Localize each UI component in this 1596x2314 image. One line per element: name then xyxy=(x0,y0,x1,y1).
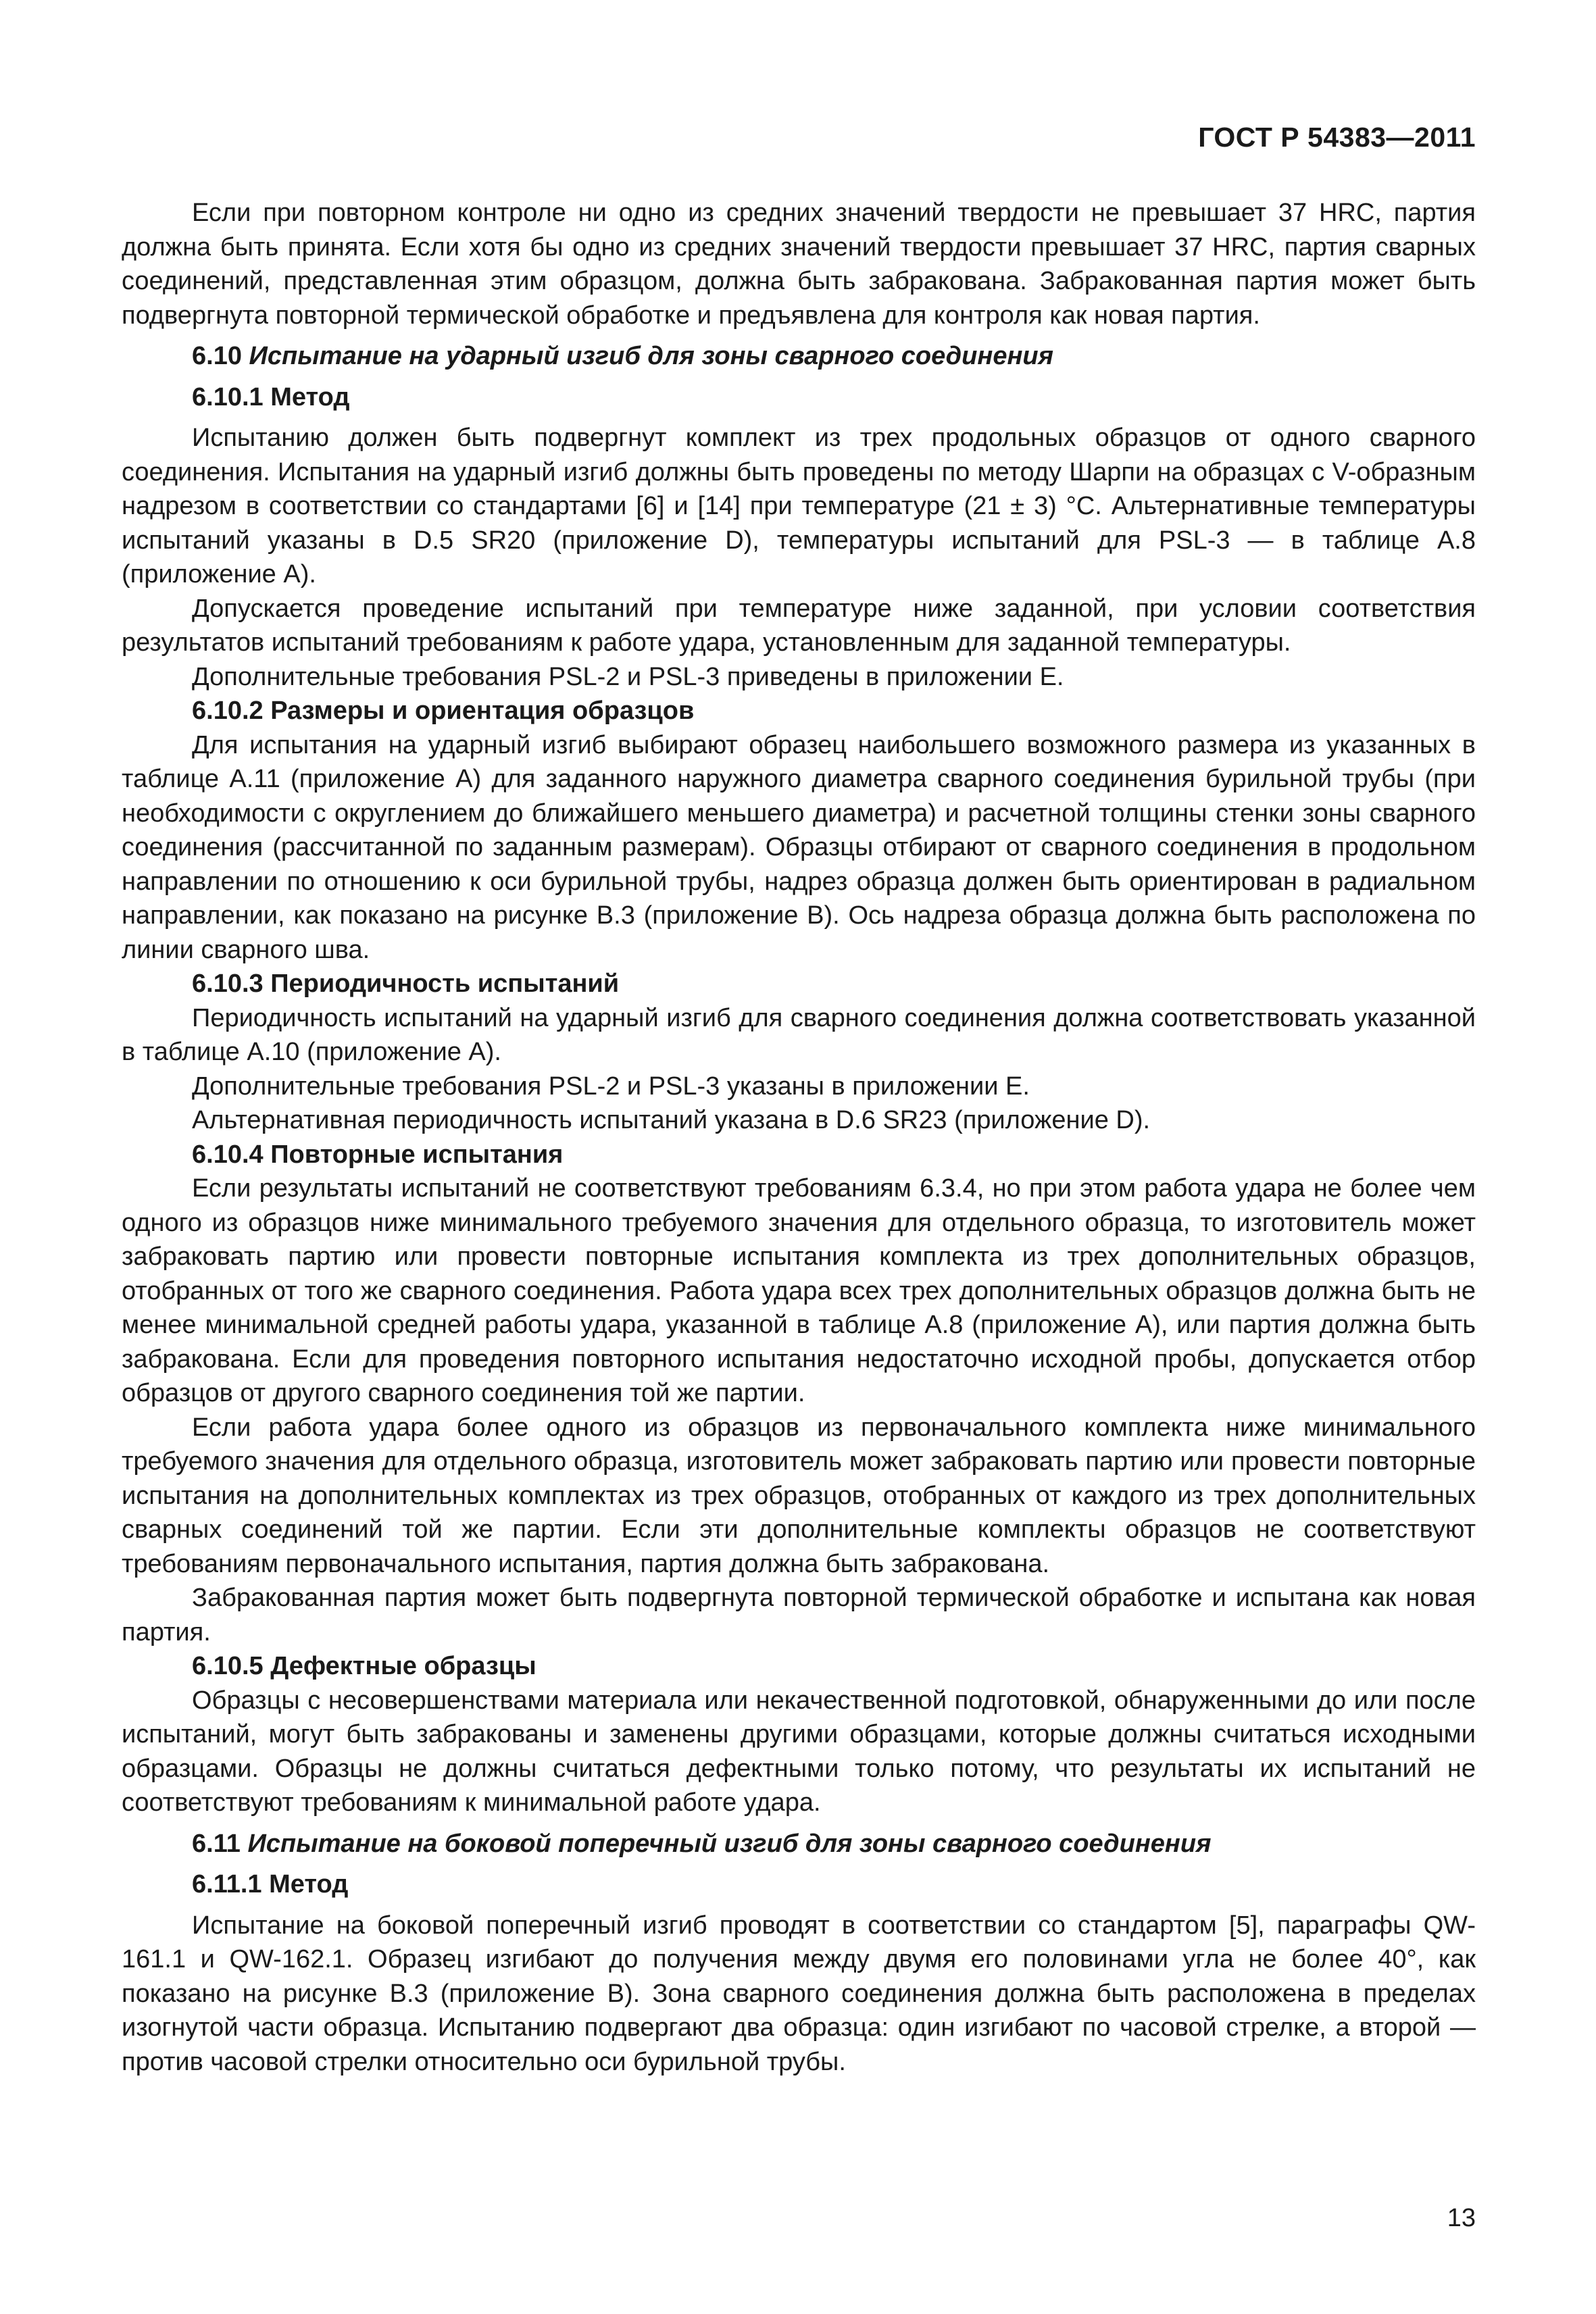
document-header: ГОСТ Р 54383—2011 xyxy=(1198,122,1476,153)
document-body xyxy=(122,196,1476,2079)
section-title: Испытание на боковой поперечный изгиб для зоны сварного соединения xyxy=(247,1829,1212,1858)
paragraph: Если работа удара более одного из образцов из первоначального комплекта ниже минимального требуемого значения для отдельного образца, изготовитель может забраковать партию или провести повторные испытания на дополнительных комплектах из трех образцов, отобранных от каждого из трех дополнительных сварных соединений той же партии. Если эти дополнительные комплекты образцов не соответствуют требованиям первоначального испытания, партия должна быть забракована. xyxy=(122,1413,1476,1578)
section-heading xyxy=(122,339,1476,374)
subsection-heading: 6.10.5 Дефектные образцы xyxy=(192,1652,537,1680)
paragraph: Дополнительные требования PSL-2 и PSL-3 указаны в приложении Е. xyxy=(192,1072,1030,1101)
paragraph: Если при повторном контроле ни одно из средних значений твердости не превышает 37 HRC, партия должна быть принята. Если хотя бы одно из средних значений твердости превышает 37 HRC, партия сварных соединений, представленная этим образцом, должна быть забракована. Забракованная партия может быть подвергнута повторной термической обработке и предъявлена для контроля как новая партия. xyxy=(122,199,1476,330)
subsection-heading: 6.10.1 Метод xyxy=(192,382,350,411)
page-number: 13 xyxy=(1447,2204,1476,2232)
section-number: 6.10 xyxy=(192,342,242,370)
section-title: Испытание на ударный изгиб для зоны сварного соединения xyxy=(249,342,1053,370)
paragraph: Допускается проведение испытаний при температуре ниже заданной, при условии соответствия результатов испытаний требованиям к работе удара, установленным для заданной температуры. xyxy=(122,594,1476,657)
section-heading xyxy=(122,1827,1476,1861)
paragraph: Альтернативная периодичность испытаний указана в D.6 SR23 (приложение D). xyxy=(192,1106,1151,1134)
section-number: 6.11 xyxy=(192,1829,241,1858)
paragraph: Испытанию должен быть подвергнут комплект из трех продольных образцов от одного сварного соединения. Испытания на ударный изгиб должны быть проведены по методу Шарпи на образцах с V-образным надрезом в соответствии со стандартами [6] и [14] при температуре (21 ± 3) °С. Альтернативные температуры испытаний указаны в D.5 SR20 (приложение D), температуры испытаний для PSL-3 — в таблице А.8 (приложение А). xyxy=(122,424,1476,588)
paragraph: Дополнительные требования PSL-2 и PSL-3 приведены в приложении Е. xyxy=(192,662,1064,691)
subsection-heading: 6.11.1 Метод xyxy=(192,1870,349,1898)
paragraph: Испытание на боковой поперечный изгиб проводят в соответствии со стандартом [5], параграфы QW-161.1 и QW-162.1. Образец изгибают до получения между двумя его половинами угла не более 40°, как показано на рисунке В.3 (приложение В). Зона сварного соединения должна быть расположена в пределах изогнутой части образца. Испытанию подвергают два образца: один изгибают по часовой стрелке, а второй — против часовой стрелки относительно оси бурильной трубы. xyxy=(122,1911,1476,2076)
subsection-heading: 6.10.2 Размеры и ориентация образцов xyxy=(192,697,695,725)
paragraph: Забракованная партия может быть подвергнута повторной термической обработке и испытана как новая партия. xyxy=(122,1584,1476,1646)
subsection-heading: 6.10.4 Повторные испытания xyxy=(192,1140,564,1169)
paragraph: Если результаты испытаний не соответствуют требованиям 6.3.4, но при этом работа удара не более чем одного из образцов ниже минимального требуемого значения для отдельного образца, то изготовитель может забраковать партию или провести повторные испытания комплекта из трех дополнительных образцов, отобранных от того же сварного соединения. Работа удара всех трех дополнительных образцов должна быть не менее минимальной средней работы удара, указанной в таблице А.8 (приложение А), или партия должна быть забракована. Если для проведения повторного испытания недостаточно исходной пробы, допускается отбор образцов от другого сварного соединения той же партии. xyxy=(122,1174,1476,1407)
paragraph: Периодичность испытаний на ударный изгиб для сварного соединения должна соответствовать указанной в таблице А.10 (приложение А). xyxy=(122,1003,1476,1066)
paragraph: Образцы с несовершенствами материала или некачественной подготовкой, обнаруженными до или после испытаний, могут быть забракованы и заменены другими образцами, которые должны считаться исходными образцами. Образцы не должны считаться дефектными только потому, что результаты их испытаний не соответствуют требованиям к минимальной работе удара. xyxy=(122,1686,1476,1817)
subsection-heading: 6.10.3 Периодичность испытаний xyxy=(192,970,620,998)
paragraph: Для испытания на ударный изгиб выбирают образец наибольшего возможного размера из указанных в таблице А.11 (приложение А) для заданного наружного диаметра сварного соединения бурильной трубы (при необходимости с округлением до ближайшего меньшего диаметра) и расчетной толщины стенки зоны сварного соединения (рассчитанной по заданным размерам). Образцы отбирают от сварного соединения в продольном направлении по отношению к оси бурильной трубы, надрез образца должен быть ориентирован в радиальном направлении, как показано на рисунке В.3 (приложение В). Ось надреза образца должна быть расположена по линии сварного шва. xyxy=(122,730,1476,964)
